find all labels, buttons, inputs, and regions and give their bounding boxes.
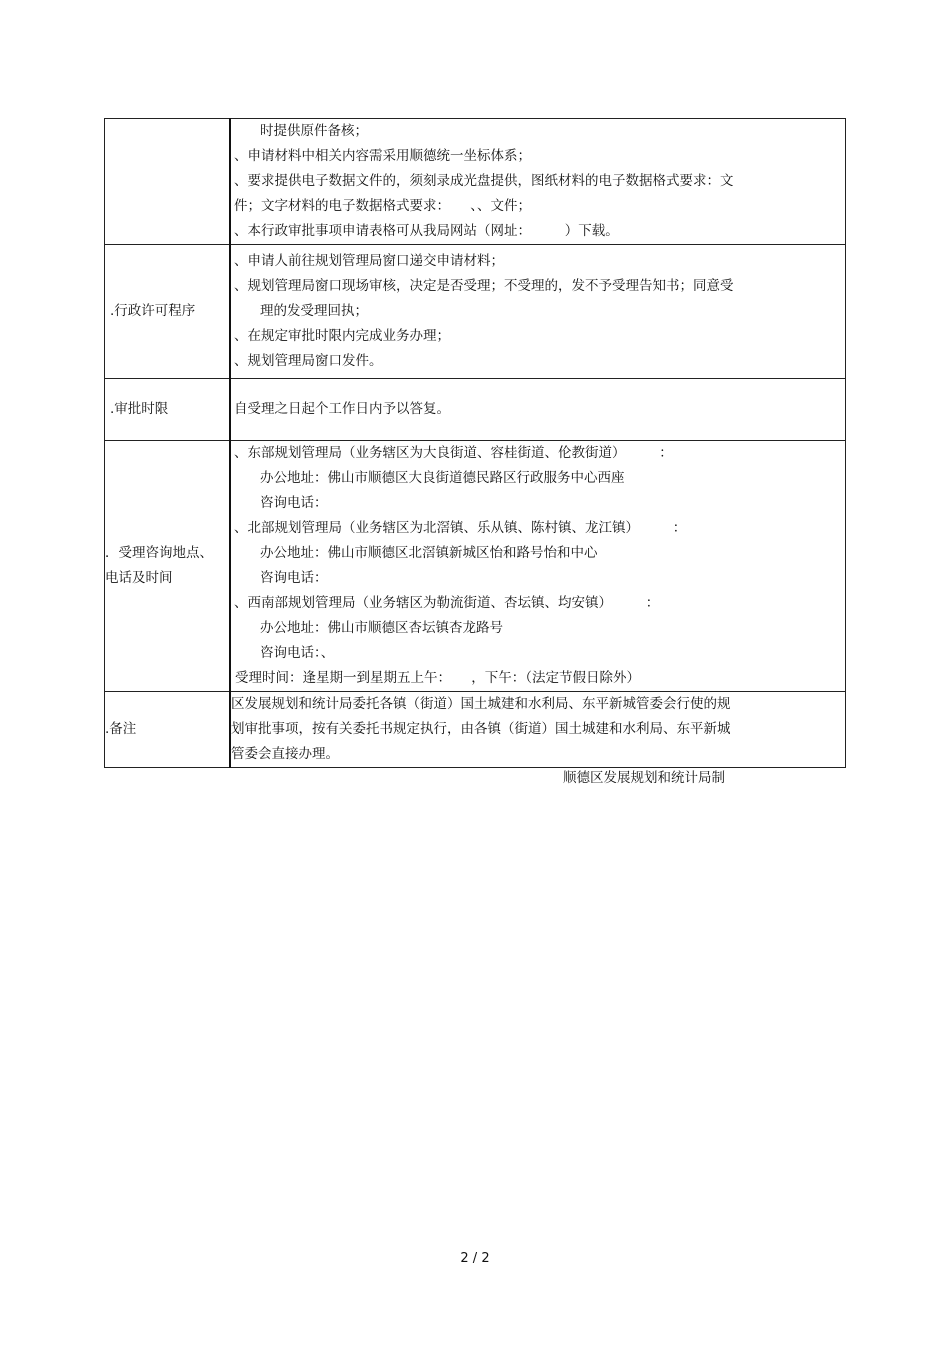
content-line: 时提供原件备核；: [260, 123, 368, 139]
content-line: 咨询电话：: [260, 570, 328, 586]
footer-organization: 顺德区发展规划和统计局制: [563, 770, 725, 786]
content-line: 、北部规划管理局（业务辖区为北滘镇、乐从镇、陈村镇、龙江镇） ：: [234, 520, 687, 536]
content-line: 受理时间：逢星期一到星期五上午： ，下午：（法定节假日除外）: [235, 670, 640, 686]
row-label-consultation: [105, 441, 231, 692]
content-line: 区发展规划和统计局委托各镇（街道）国土城建和水利局、东平新城管委会行使的规: [231, 696, 731, 712]
table-row-consultation: [105, 441, 846, 692]
row-content-materials: [230, 119, 846, 245]
row-content-remarks: [230, 692, 846, 768]
content-line: 办公地址：佛山市顺德区北滘镇新城区怡和路号怡和中心: [260, 545, 598, 561]
content-line: 办公地址：佛山市顺德区杏坛镇杏龙路号: [260, 620, 503, 636]
table-row-time-limit: [105, 379, 846, 441]
procedure-table: [104, 118, 846, 768]
row-label-remarks: [105, 692, 231, 768]
content-line: 、规划管理局窗口发件。: [234, 353, 383, 369]
content-line: 、西南部规划管理局（业务辖区为勒流街道、杏坛镇、均安镇） ：: [234, 595, 660, 611]
table-row-procedure: [105, 245, 846, 379]
row-label-time-limit: [105, 379, 231, 441]
content-line: 、本行政审批事项申请表格可从我局网站（网址： ）下载。: [234, 223, 619, 239]
content-line: 、申请人前往规划管理局窗口递交申请材料；: [234, 253, 504, 269]
table-row-remarks: [105, 692, 846, 768]
content-line: 咨询电话：、: [260, 645, 335, 661]
row-content-time-limit: [230, 379, 846, 441]
content-line: 咨询电话：: [260, 495, 328, 511]
content-line: 件；文字材料的电子数据格式要求： 、、文件；: [234, 198, 531, 214]
content-line: 自受理之日起个工作日内予以答复。: [234, 401, 450, 417]
row-label-empty: [105, 119, 231, 245]
content-line: 划审批事项，按有关委托书规定执行，由各镇（街道）国土城建和水利局、东平新城: [231, 721, 731, 737]
label-line: 电话及时间: [105, 570, 173, 586]
label-line: .审批时限: [110, 401, 169, 417]
row-content-consultation: [230, 441, 846, 692]
row-content-procedure: [230, 245, 846, 379]
content-line: 、规划管理局窗口现场审核，决定是否受理；不受理的，发不予受理告知书；同意受: [234, 278, 734, 294]
label-line: .行政许可程序: [110, 303, 196, 319]
content-line: 管委会直接办理。: [231, 746, 339, 762]
content-line: 办公地址：佛山市顺德区大良街道德民路区行政服务中心西座: [260, 470, 625, 486]
content-line: 理的发受理回执；: [260, 303, 368, 319]
content-line: 、申请材料中相关内容需采用顺德统一坐标体系；: [234, 148, 531, 164]
content-line: 、在规定审批时限内完成业务办理；: [234, 328, 450, 344]
content-line: 、要求提供电子数据文件的，须刻录成光盘提供，图纸材料的电子数据格式要求：文: [234, 173, 734, 189]
table-row-materials: [105, 119, 846, 245]
content-line: 、东部规划管理局（业务辖区为大良街道、容桂街道、伦教街道） ：: [234, 445, 673, 461]
page-number: 2 / 2: [460, 1251, 490, 1266]
row-label-procedure: [105, 245, 231, 379]
label-line: ．受理咨询地点、: [105, 545, 213, 561]
label-line: .备注: [105, 721, 137, 737]
